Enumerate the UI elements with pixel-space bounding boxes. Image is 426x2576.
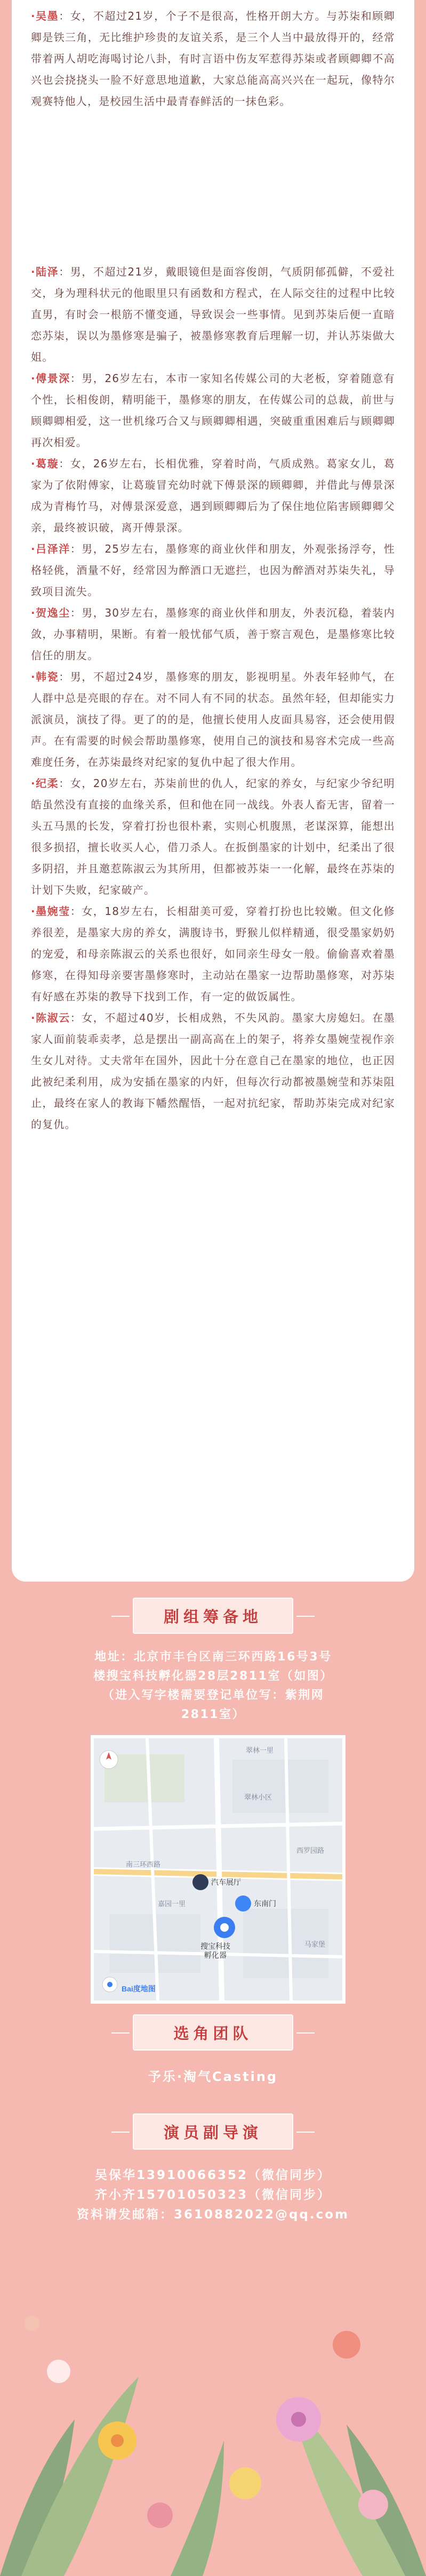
character-description: ：男，不超过24岁，墨修寒的朋友，影视明星。外表年轻帅气，在人群中总是亮眼的存在。对不同人有不同的状态。虽然年轻，但却能实力派演员，演技了得。更了的的是，他擅长使用人皮面具易容，还会使用假声。在有需要的时候会帮助墨修寒，使用自己的演技和易容术完成一些高难度任务，在苏柒最终对纪家的复仇中起了很大作用。 (31, 670, 395, 768)
map-area-label: 翠林小区 (244, 1793, 272, 1801)
contact-line: 资料请发邮箱：3610882022@qq.com (76, 2208, 350, 2222)
character-description: ：男，不超过21岁，戴眼镜但是面容俊朗，气质阴郁孤僻，不爱社交，身为理科状元的他眼里只有函数和方程式，在人际交往的过程中比较直男，有时会一根筋不懂变通，导致误会一些事情。见到苏柒后便一直暗恋苏柒，误以为墨修寒是骗子，被墨修寒教育后理解一切，并认苏柒做大姐。 (31, 265, 395, 363)
character-description: ：女，18岁左右，长相甜美可爱，穿着打扮也比较嫩。但文化修养很差，是墨家大房的养女，满腹诗书，野猴儿似样精通，很受墨家奶奶的宠爱，和母亲陈淑云的关系也很好，如同亲生母女一般。偷偷喜欢着墨修寒，在得知母亲要害墨修寒时，主动站在墨家一边帮助墨修寒，对苏柒有好感在苏柒的教导下找到工作，有一定的做饭属性。 (31, 905, 395, 1003)
bus-poi-label: 汽车展厅 (211, 1878, 241, 1886)
address-block (32, 1648, 395, 1724)
character-description: ：女，不超过40岁，长相成熟，不失风韵。墨家大房媳妇。在墨家人面前装乖卖孝，总是摆出一副高高在上的架子，将养女墨婉莹视作亲生女儿对待。丈夫常年在国外，因此十分在意自己在墨家的地位，也正因此被纪柔利用，成为安插在墨家的内奸，但每次行动都被墨婉莹和苏柒阻止，最终在家人的教诲下幡然醒悟，一起对抗纪家，帮助苏柒完成对纪家的复仇。 (31, 1011, 395, 1131)
map-road-label: 西罗园路 (296, 1846, 325, 1854)
character-name: ·陈淑云 (31, 1011, 70, 1024)
gate-poi-label: 东南门 (254, 1899, 276, 1908)
map-area-label: 嘉园一里 (158, 1900, 186, 1908)
gate-marker-icon (235, 1895, 251, 1911)
contact-block (0, 2166, 426, 2225)
character-entry (31, 901, 395, 1007)
character-name: ·葛璇 (31, 457, 59, 470)
address-line: 地址：北京市丰台区南三环西路16号3号 (94, 1650, 332, 1664)
decorative-flowers (0, 2281, 426, 2576)
flower-icon (47, 2360, 70, 2383)
character-description: ：男，30岁左右，墨修寒的商业伙伴和朋友，外表沉稳，着装内敛，办事精明，果断。有着一般忧郁气质，善于察言观色，是墨修寒比较信任的朋友。 (31, 606, 395, 662)
character-name: ·韩瓷 (31, 670, 59, 683)
address-line: 楼搜宝科技孵化器28层2811室（如图） (93, 1670, 333, 1683)
leaf-icon (21, 2377, 139, 2576)
map-area-label: 马家堡 (304, 1940, 326, 1948)
address-line: 2811室） (181, 1708, 246, 1721)
character-name: ·贺逸尘 (31, 606, 70, 619)
map-logo: Bai度地图 (122, 1984, 156, 1993)
bus-marker-icon (192, 1874, 208, 1890)
map-road-label: 南三环西路 (126, 1860, 161, 1868)
character-entry (31, 773, 395, 901)
character-entry (31, 602, 395, 666)
character-name: ·纪柔 (31, 777, 59, 790)
character-description: ：男，25岁左右，墨修寒的商业伙伴和朋友，外观张扬浮夸，性格轻佻，酒量不好，经常因为醉酒口无遮拦，也因为醉酒对苏柒失礼，导致项目流失。 (31, 542, 395, 598)
flower-icon (358, 2490, 388, 2520)
character-name: ·傅景深 (31, 372, 70, 385)
character-name: ·墨婉莹 (31, 905, 70, 918)
character-description: ：女，26岁左右，长相优雅，穿着时尚，气质成熟。葛家女儿，葛家为了依附傅家，让葛璇冒充幼时就下傅景深的顾卿卿，并借此与傅景深成为青梅竹马，对傅景深爱意，遇到顾卿卿后为了保住地位陷害顾卿卿父亲，最终被识破，离开傅景深。 (31, 457, 395, 534)
cast-description-card (12, 0, 414, 1582)
character-entry (31, 368, 395, 453)
character-entry (31, 453, 395, 538)
map-canvas (94, 1738, 342, 2000)
character-name: ·吕泽洋 (31, 542, 70, 555)
character-description: ：男，26岁左右，本市一家知名传媒公司的大老板，穿着随意有个性，长相俊朗，精明能干，墨修寒的朋友，在传媒公司的总裁，前世与顾卿卿相爱，这一世机缘巧合又与顾卿卿相遇，突破重重困难后与顾卿卿再次相爱。 (31, 372, 395, 449)
character-entry (31, 538, 395, 602)
character-description: ：女，不超过21岁，个子不是很高，性格开朗大方。与苏柒和顾卿卿是铁三角，无比维护珍贵的友谊关系，是三个人当中最放得开的，经常带着两人胡吃海喝讨论八卦，有时言语中伤友军惹得苏柒或者顾卿卿不高兴也会挠挠头一脸不好意思地道歉，大家总能高高兴兴在一起玩，像特尔观赛特他人，是校园生活中最青春鲜活的一抹色彩。 (31, 10, 395, 108)
character-entry (31, 1007, 395, 1135)
map-area-label: 翠林一里 (246, 1746, 274, 1754)
character-description: ：女，20岁左右，苏柒前世的仇人，纪家的养女，与纪家少爷纪明皓虽然没有直接的血缘关系，但和他在同一战线。外表人畜无害，留着一头五马黑的长发，穿着打扮也很朴素，实则心机腹黑，老谋深算，能想出很多损招，擅长收买人心，借刀杀人。在扳倒墨家的计划中，纪柔出了很多阴招，并且邀惹陈淑云为其所用，但都被苏柒一一化解，最终在苏柒的计划下失败，纪家破产。 (31, 777, 395, 896)
contact-line: 齐小齐15701050323（微信同步） (94, 2188, 332, 2202)
target-poi-label: 搜宝科技 孵化器 (200, 1942, 230, 1959)
casting-team-title: 选角团队 (133, 2014, 293, 2051)
leaf-icon (171, 2441, 224, 2576)
flower-icon (229, 2467, 261, 2499)
casting-team-name: 予乐·淘气Casting (148, 2069, 278, 2084)
location-map[interactable] (91, 1735, 345, 2004)
address-line: （进入写字楼需要登记单位写：紫荆网 (102, 1689, 325, 1702)
character-name: ·吴墨 (31, 10, 59, 22)
flower-icon (147, 2502, 173, 2528)
character-name: ·陆泽 (31, 265, 59, 278)
character-entry (31, 5, 395, 261)
flower-icon (333, 2331, 360, 2359)
prep-location-title: 剧组筹备地 (133, 1598, 293, 1634)
deputy-director-title: 演员副导演 (133, 2113, 293, 2150)
character-entry (31, 261, 395, 368)
flower-icon (25, 2316, 39, 2331)
contact-line: 吴保华13910066352（微信同步） (94, 2168, 332, 2182)
character-entry (31, 666, 395, 773)
